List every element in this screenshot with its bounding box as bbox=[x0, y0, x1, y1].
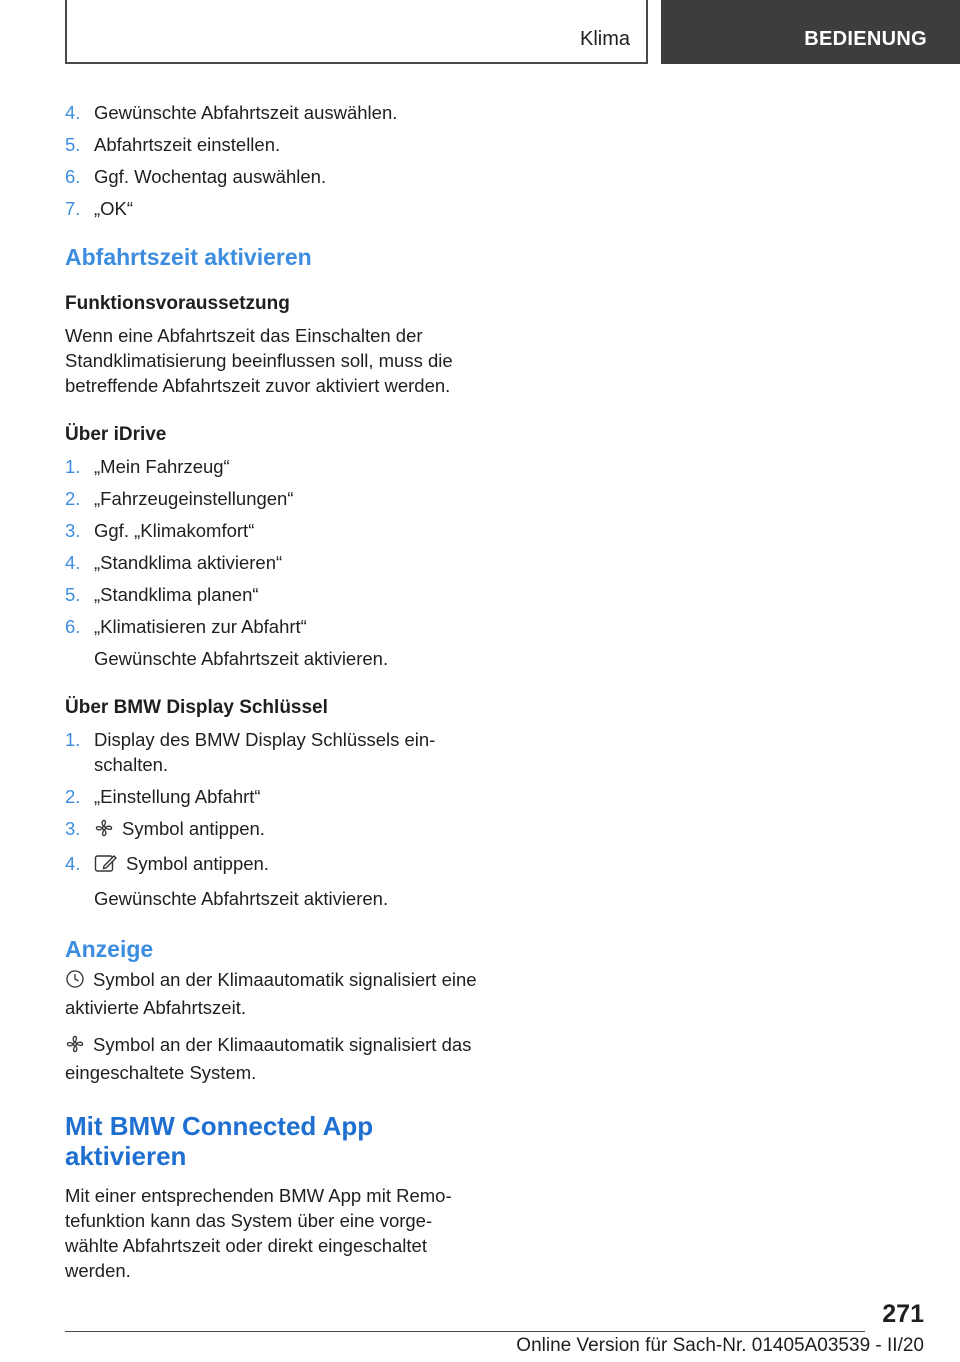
list-number: 7. bbox=[65, 198, 81, 219]
header-chapter-title: BEDIENUNG bbox=[804, 28, 927, 50]
list-text bbox=[94, 851, 485, 879]
list-note: Gewünschte Abfahrtszeit aktivieren. bbox=[94, 648, 389, 669]
list-text: „Einstellung Abfahrt“ bbox=[94, 786, 261, 807]
list-text: „Fahrzeugeinstellungen“ bbox=[94, 488, 294, 509]
display-item bbox=[65, 1032, 485, 1085]
header-chapter-tab bbox=[661, 0, 960, 64]
list-item bbox=[65, 851, 485, 911]
list-item bbox=[65, 164, 485, 189]
subheading-display-key: Über BMW Display Schlüssel bbox=[65, 697, 328, 718]
header-section-box bbox=[65, 0, 648, 64]
step-text: Symbol antippen. bbox=[122, 818, 265, 839]
footer-divider bbox=[65, 1331, 865, 1332]
list-number: 2. bbox=[65, 488, 81, 509]
header-section-title: Klima bbox=[579, 28, 630, 50]
list-note: Gewünschte Abfahrtszeit aktivieren. bbox=[94, 888, 389, 909]
list-text: „Klimatisieren zur Abfahrt“ bbox=[94, 616, 307, 637]
list-item bbox=[65, 454, 485, 479]
page-content bbox=[65, 100, 485, 1307]
edit-icon bbox=[94, 853, 118, 879]
list-number: 4. bbox=[65, 552, 81, 573]
list-item bbox=[65, 486, 485, 511]
list-text: „Mein Fahrzeug“ bbox=[94, 456, 230, 477]
list-number: 1. bbox=[65, 456, 81, 477]
list-item bbox=[65, 550, 485, 575]
section-heading-abfahrtszeit: Abfahrtszeit aktivieren bbox=[65, 244, 312, 270]
list-text: Gewünschte Abfahrtszeit auswählen. bbox=[94, 102, 398, 123]
list-item bbox=[65, 727, 485, 777]
list-text: Abfahrtszeit einstellen. bbox=[94, 134, 281, 155]
list-text: „Standklima aktivieren“ bbox=[94, 552, 283, 573]
clock-icon bbox=[65, 969, 85, 995]
list-number: 1. bbox=[65, 729, 81, 750]
display-item-text: Symbol an der Klimaautomatik signalisiert das eingeschaltete System. bbox=[65, 1034, 472, 1083]
subheading-prerequisite: Funktionsvoraussetzung bbox=[65, 293, 290, 314]
list-text: Ggf. Wochentag auswählen. bbox=[94, 166, 327, 187]
list-number: 3. bbox=[65, 520, 81, 541]
list-item bbox=[65, 132, 485, 157]
prerequisite-text: Wenn eine Abfahrtszeit das Einschalten der Standklimatisierung beeinflussen soll, muss die betreffende Abfahrtszeit zuvor aktiviert werden. bbox=[65, 325, 453, 396]
list-number: 5. bbox=[65, 584, 81, 605]
list-number: 2. bbox=[65, 786, 81, 807]
subheading-idrive: Über iDrive bbox=[65, 424, 167, 445]
connected-app-text: Mit einer entsprechenden BMW App mit Remo-tefunktion kann das System über eine vorge-wählte Abfahrtszeit oder direkt eingeschaltet werden. bbox=[65, 1185, 452, 1281]
list-number: 6. bbox=[65, 616, 81, 637]
page-number: 271 bbox=[882, 1300, 924, 1328]
list-item bbox=[65, 518, 485, 543]
list-item bbox=[65, 582, 485, 607]
list-text bbox=[94, 816, 485, 844]
list-item bbox=[65, 100, 485, 125]
list-text: Display des BMW Display Schlüssels ein-schalten. bbox=[94, 729, 436, 775]
section-heading-anzeige: Anzeige bbox=[65, 936, 154, 962]
list-item bbox=[65, 614, 485, 671]
list-item bbox=[65, 196, 485, 221]
list-number: 4. bbox=[65, 853, 81, 874]
list-item bbox=[65, 816, 485, 844]
fan-icon bbox=[65, 1034, 85, 1060]
idrive-steps-list bbox=[65, 454, 485, 671]
footer-online-version: Online Version für Sach-Nr. 01405A03539 - II/20 bbox=[516, 1335, 924, 1356]
list-item bbox=[65, 784, 485, 809]
step-text: Symbol antippen. bbox=[126, 853, 269, 874]
section-heading-connected-app: Mit BMW Connected App aktivieren bbox=[65, 1111, 374, 1171]
list-text: Ggf. „Klimakomfort“ bbox=[94, 520, 255, 541]
list-number: 6. bbox=[65, 166, 81, 187]
list-number: 5. bbox=[65, 134, 81, 155]
steps-top-list bbox=[65, 100, 485, 221]
display-item-text: Symbol an der Klimaautomatik signalisiert eine aktivierte Abfahrtszeit. bbox=[65, 969, 477, 1018]
list-number: 3. bbox=[65, 818, 81, 839]
display-key-steps-list bbox=[65, 727, 485, 911]
fan-icon bbox=[94, 818, 114, 844]
list-text: „OK“ bbox=[94, 198, 134, 219]
list-text: „Standklima planen“ bbox=[94, 584, 259, 605]
display-item bbox=[65, 967, 485, 1020]
list-number: 4. bbox=[65, 102, 81, 123]
